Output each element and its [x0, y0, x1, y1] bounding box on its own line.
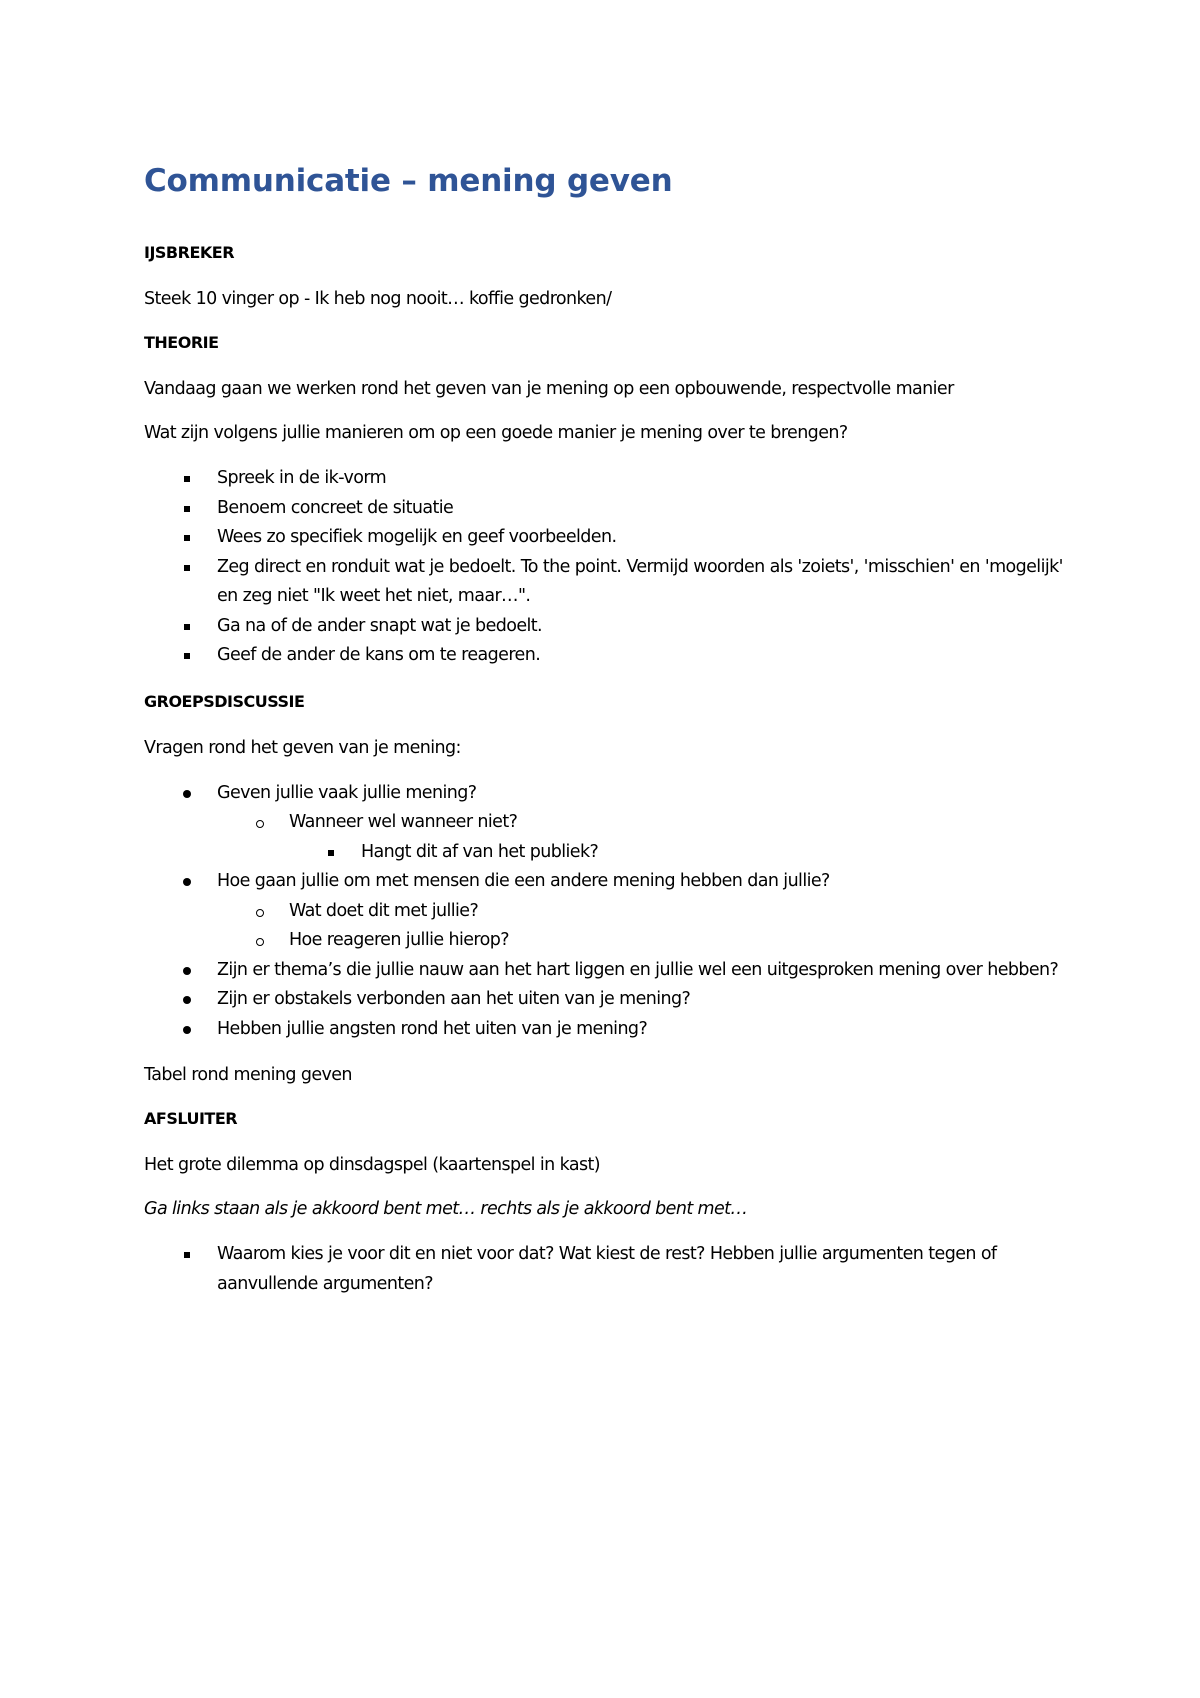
- document-title: Communicatie – mening geven: [144, 163, 673, 199]
- list-item: [144, 867, 1074, 897]
- list-item: [144, 956, 1074, 986]
- section-heading-theorie: THEORIE: [144, 333, 219, 352]
- list-item: [144, 612, 1074, 642]
- section-heading-groepsdiscussie: GROEPSDISCUSSIE: [144, 691, 305, 711]
- list-item-text: Geven jullie vaak jullie mening?: [217, 782, 477, 803]
- list-item-text: Hoe gaan jullie om met mensen die een andere mening hebben dan jullie?: [217, 871, 830, 891]
- list-item-text: Geef de ander de kans om te reageren.: [217, 645, 541, 665]
- list-item: [144, 641, 1074, 671]
- list-item-text: Ga na of de ander snapt wat je bedoelt.: [217, 615, 543, 636]
- list-item: [144, 494, 1074, 524]
- afsluiter-instruction: Ga links staan als je akkoord bent met… rechts als je akkoord bent met…: [144, 1199, 748, 1219]
- groepsdiscussie-table-note: Tabel rond mening geven: [144, 1065, 352, 1085]
- list-item-text: Hangt dit af van het publiek?: [361, 841, 599, 862]
- list-item-text: Zijn er obstakels verbonden aan het uiten van je mening?: [217, 989, 691, 1009]
- list-item: [144, 779, 1074, 809]
- section-heading-afsluiter: AFSLUITER: [144, 1109, 238, 1128]
- list-item: [144, 523, 1074, 553]
- list-item: [144, 897, 1074, 927]
- document-page: [144, 160, 1074, 1317]
- list-item-text: Waarom kies je voor dit en niet voor dat? Wat kiest de rest? Hebben jullie argumenten tegen of aanvullende argumenten?: [217, 1244, 997, 1294]
- theorie-intro: Vandaag gaan we werken rond het geven van je mening op een opbouwende, respectvolle manier: [144, 379, 954, 399]
- list-item-text: Hebben jullie angsten rond het uiten van je mening?: [217, 1018, 648, 1039]
- groepsdiscussie-list: [144, 779, 1074, 1045]
- list-item-text: Wat doet dit met jullie?: [289, 900, 479, 921]
- groepsdiscussie-intro: Vragen rond het geven van je mening:: [144, 737, 461, 758]
- list-item: [144, 1015, 1074, 1045]
- list-item-text: Zeg direct en ronduit wat je bedoelt. To the point. Vermijd woorden als 'zoiets', 'misschien' en 'mogelijk' en zeg niet "Ik weet het niet, maar…".: [217, 556, 1063, 606]
- list-item: [144, 1240, 1074, 1299]
- list-item-text: Wanneer wel wanneer niet?: [289, 812, 518, 832]
- list-item-text: Spreek in de ik-vorm: [217, 468, 387, 488]
- list-item: [144, 838, 1074, 868]
- afsluiter-list: [144, 1240, 1074, 1299]
- afsluiter-text: Het grote dilemma op dinsdagspel (kaartenspel in kast): [144, 1155, 600, 1175]
- list-item: [144, 464, 1074, 494]
- list-item-text: Benoem concreet de situatie: [217, 497, 454, 518]
- list-item-text: Zijn er thema’s die jullie nauw aan het hart liggen en jullie wel een uitgesproken mening over hebben?: [217, 959, 1059, 980]
- list-item: [144, 926, 1074, 956]
- theorie-list: [144, 464, 1074, 671]
- list-item-text: Wees zo specifiek mogelijk en geef voorbeelden.: [217, 527, 617, 547]
- section-heading-ijsbreker: IJSBREKER: [144, 243, 235, 262]
- theorie-question: Wat zijn volgens jullie manieren om op een goede manier je mening over te brengen?: [144, 423, 848, 443]
- list-item: [144, 808, 1074, 838]
- ijsbreker-text: Steek 10 vinger op - Ik heb nog nooit… koffie gedronken/: [144, 289, 612, 309]
- list-item: [144, 553, 1074, 612]
- list-item-text: Hoe reageren jullie hierop?: [289, 930, 509, 950]
- list-item: [144, 985, 1074, 1015]
